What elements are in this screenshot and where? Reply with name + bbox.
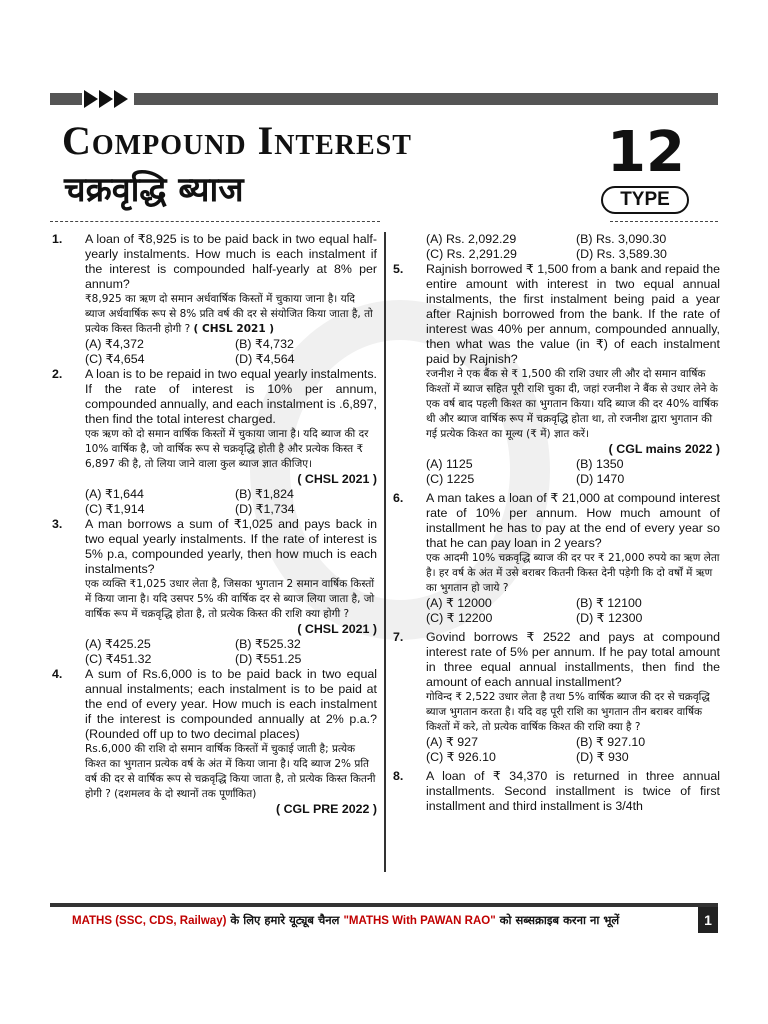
question-1	[52, 232, 377, 367]
footer-banner	[50, 903, 718, 935]
exam-source: ( CGL PRE 2022 )	[276, 802, 377, 816]
question-text-hindi: रजनीश ने एक बैंक से ₹ 1,500 की राशि उधार ली और दो समान वार्षिक किश्तों में ब्याज सहित पूरी राशि चुका दी, जहां रजनीश ने बैंक से उधार लेने के एक वर्ष बाद पहली किश्त का भुगतान किया। यदि ब्याज की दर 40% वार्षिक थी और ब्याज वार्षिक रूप में चक्रवृद्धि होता था, तो रजनीश द्वारा भुगतान की गई प्रत्येक किश्त का मूल्य (₹ में) ज्ञात करें।	[426, 368, 719, 440]
option: (C) ₹1,914	[85, 502, 145, 516]
question-number: 3.	[52, 517, 63, 531]
option: (C) Rs. 2,291.29	[426, 247, 517, 261]
options	[85, 487, 377, 517]
option: (B) ₹525.32	[235, 637, 301, 651]
footer-text: MATHS (SSC, CDS, Railway) के लिए हमारे यूट्यूब चैनल "MATHS With PAWAN RAO" को सब्सक्राइब करना ना भूलें	[72, 913, 620, 927]
column-divider	[384, 232, 386, 872]
question-number: 4.	[52, 667, 63, 681]
options	[85, 637, 377, 667]
option: (B) ₹ 12100	[576, 596, 642, 610]
question-number: 8.	[393, 769, 404, 783]
option: (A) ₹ 927	[426, 735, 478, 749]
options	[426, 457, 720, 487]
question-number: 7.	[393, 630, 404, 644]
options	[426, 232, 720, 262]
option: (A) Rs. 2,092.29	[426, 232, 517, 246]
option: (D) ₹551.25	[235, 652, 302, 666]
page-number: 1	[698, 907, 718, 933]
question-text-hindi: एक आदमी 10% चक्रवृद्धि ब्याज की दर पर ₹ 21,000 रुपये का ऋण लेता है। हर वर्ष के अंत में उसे बराबर कितनी किस्त देनी पड़ेगी कि दो वर्षों में ऋण का भुगतान हो जाये ?	[426, 552, 720, 594]
question-text: A man takes a loan of ₹ 21,000 at compound interest rate of 10% per annum. How much amount of installment he has to pay at the end of every year so that he can pay loan in 2 years?	[426, 491, 720, 550]
question-number: 5.	[393, 262, 404, 276]
divider	[610, 221, 718, 222]
option: (D) Rs. 3,589.30	[576, 247, 667, 261]
page-title-hindi: चक्रवृद्धि ब्याज	[64, 170, 244, 210]
option: (C) ₹ 12200	[426, 611, 493, 625]
option: (C) ₹4,654	[85, 352, 145, 366]
option: (B) Rs. 3,090.30	[576, 232, 667, 246]
arrows-icon	[82, 88, 134, 110]
question-number: 6.	[393, 491, 404, 505]
question-number: 1.	[52, 232, 63, 246]
option: (C) 1225	[426, 472, 475, 486]
question-text: A sum of Rs.6,000 is to be paid back in two equal annual instalments; each instalment is to be paid at the end of every year. How much is each instalment if the interest is compounded annually at 2% p.a.? (Rounded off up to two decimal places)	[85, 667, 377, 741]
question-text: A loan is to be repaid in two equal yearly instalments. If the rate of interest is 10% per annum, compounded annually, and each instalment is .6,897, then find the total interest charged.	[85, 367, 377, 426]
left-column	[52, 232, 377, 817]
option: (B) ₹ 927.10	[576, 735, 646, 749]
question-4	[52, 667, 377, 817]
question-text: Govind borrows ₹ 2522 and pays at compound interest rate of 5% per annum. If he pay total amount in three equal annual installments, then find the amount of each annual installment?	[426, 630, 720, 689]
option: (B) 1350	[576, 457, 624, 471]
option: (D) ₹ 930	[576, 750, 629, 764]
option: (A) ₹4,372	[85, 337, 144, 351]
question-2	[52, 367, 377, 517]
exam-source: ( CHSL 2021 )	[297, 622, 377, 636]
exam-source: ( CGL mains 2022 )	[608, 442, 720, 456]
question-7	[393, 630, 720, 765]
option: (D) ₹ 12300	[576, 611, 643, 625]
option: (D) ₹4,564	[235, 352, 295, 366]
question-text: Rajnish borrowed ₹ 1,500 from a bank and repaid the entire amount with interest in two equal annual instalments, the first instalment being paid a year after Rajnish borrowed from the bank. If the rate of interest was 40% per annum, compounded annually, then what was the value (in ₹) of each instalment paid by Rajnish?	[426, 262, 720, 366]
option: (B) ₹1,824	[235, 487, 294, 501]
options	[85, 337, 377, 367]
right-column	[393, 232, 720, 814]
question-text-hindi: ₹8,925 का ऋण दो समान अर्धवार्षिक किस्तों में चुकाया जाना है। यदि ब्याज अर्धवार्षिक रूप से 8% प्रति वर्ष की दर से संयोजित किया जाता है, तो प्रत्येक किस्त कितनी होगी ? ( CHSL 2021 )	[85, 293, 373, 335]
question-number: 2.	[52, 367, 63, 381]
question-text-hindi: गोविन्द ₹ 2,522 उधार लेता है तथा 5% वार्षिक ब्याज की दर से चक्रवृद्धि ब्याज भुगतान करता है। यदि वह पूरी राशि का भुगतान तीन बराबर वार्षिक किश्तों में करे, तो प्रत्येक वार्षिक किश्त की राशि क्या है ?	[426, 691, 710, 733]
option: (C) ₹451.32	[85, 652, 152, 666]
option: (D) 1470	[576, 472, 625, 486]
option: (A) ₹425.25	[85, 637, 151, 651]
question-text: A loan of ₹ 34,370 is returned in three annual installments. Second installment is twice of first installment and third installment is 3/4th	[426, 769, 720, 813]
option: (A) ₹1,644	[85, 487, 144, 501]
option: (C) ₹ 926.10	[426, 750, 496, 764]
divider	[50, 221, 380, 222]
option: (A) ₹ 12000	[426, 596, 492, 610]
options	[426, 735, 720, 765]
option: (A) 1125	[426, 457, 473, 471]
question-text-hindi: Rs.6,000 की राशि दो समान वार्षिक किस्तों में चुकाई जाती है; प्रत्येक किश्त का भुगतान प्रत्येक वर्ष के अंत में किया जाना है। यदि ब्याज 2% प्रति वर्ष की दर से वार्षिक रूप से चक्रवृद्धि किया जाता है, तो प्रत्येक किस्त कितनी होगी ? (दशमलव के दो स्थानों तक पूर्णांकित)	[85, 743, 376, 800]
options	[426, 596, 720, 626]
question-8	[393, 769, 720, 814]
option: (B) ₹4,732	[235, 337, 294, 351]
question-6	[393, 491, 720, 626]
option: (D) ₹1,734	[235, 502, 295, 516]
question-5	[393, 262, 720, 487]
question-text-hindi: एक ऋण को दो समान वार्षिक किस्तों में चुकाया जाना है। यदि ब्याज की दर 10% वार्षिक है, जो वार्षिक रूप से चक्रवृद्धि होती है और प्रत्येक किस्त ₹ 6,897 की है, तो लिया जाने वाला कुल ब्याज ज्ञात कीजिए।	[85, 428, 369, 470]
page-title: Compound Interest	[62, 118, 412, 163]
question-4-options	[393, 232, 720, 262]
question-text-hindi: एक व्यक्ति ₹1,025 उधार लेता है, जिसका भुगतान 2 समान वार्षिक किस्तों में किया जाना है। यदि उसपर 5% की वार्षिक दर से ब्याज लिया जाता है, जो वार्षिक रूप में चक्रवृद्धि होता है, तो प्रत्येक किस्त की राशि क्या होगी ?	[85, 578, 375, 620]
question-3	[52, 517, 377, 667]
type-badge: TYPE	[601, 186, 689, 214]
type-number: 12	[607, 120, 685, 185]
exam-source: ( CHSL 2021 )	[297, 472, 377, 486]
question-text: A man borrows a sum of ₹1,025 and pays back in two equal yearly instalments. If the rate of interest is 5% p.a, compounded yearly, then how much is each instalments?	[85, 517, 377, 576]
question-text: A loan of ₹8,925 is to be paid back in two equal half-yearly instalments. How much is each instalment if the interest is compounded half-yearly at 8% per annum?	[85, 232, 377, 291]
header-bar	[50, 93, 718, 105]
exam-source: ( CHSL 2021 )	[193, 323, 275, 335]
